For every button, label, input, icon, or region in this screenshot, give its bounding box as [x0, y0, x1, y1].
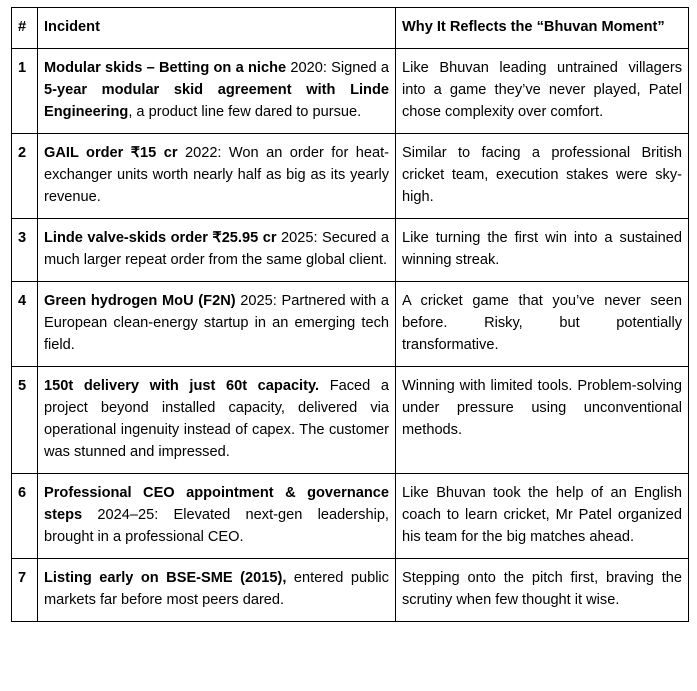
why-cell: Like Bhuvan leading untrained villagers into a game they’ve never played, Patel chose complexity over comfort. — [396, 49, 689, 134]
incidents-table — [11, 7, 689, 622]
table-row — [12, 282, 689, 367]
incident-cell — [38, 559, 396, 622]
header-incident: Incident — [38, 8, 396, 49]
row-number: 5 — [12, 367, 38, 474]
table-row — [12, 134, 689, 219]
incident-cell — [38, 134, 396, 219]
header-why: Why It Reflects the “Bhuvan Moment” — [396, 8, 689, 49]
table-header-row — [12, 8, 689, 49]
row-number: 6 — [12, 474, 38, 559]
row-number: 4 — [12, 282, 38, 367]
incident-text: 2022: Won an order for heat-exchanger units worth nearly half as big as its yearly revenue. — [44, 145, 389, 205]
why-cell: A cricket game that you’ve never seen before. Risky, but potentially transformative. — [396, 282, 689, 367]
incident-cell — [38, 219, 396, 282]
incident-text: 2025: Partnered with a European clean-energy startup in an emerging tech field. — [44, 293, 389, 353]
incident-text: entered public markets far before most peers dared. — [44, 570, 389, 608]
incident-title: Linde valve-skids order ₹25.95 cr — [44, 230, 277, 246]
why-cell: Similar to facing a professional British cricket team, execution stakes were sky-high. — [396, 134, 689, 219]
row-number: 1 — [12, 49, 38, 134]
incident-cell — [38, 367, 396, 474]
header-number: # — [12, 8, 38, 49]
table-row — [12, 367, 689, 474]
table-row — [12, 219, 689, 282]
incident-title: GAIL order ₹15 cr — [44, 145, 178, 161]
incident-title: 150t delivery with just 60t capacity. — [44, 378, 320, 394]
incident-text: 2025: Secured a much larger repeat order from the same global client. — [44, 230, 389, 268]
row-number: 3 — [12, 219, 38, 282]
why-cell: Like turning the first win into a sustained winning streak. — [396, 219, 689, 282]
incident-text: 2024–25: Elevated next-gen leadership, brought in a professional CEO. — [44, 507, 389, 545]
why-cell: Stepping onto the pitch first, braving the scrutiny when few thought it wise. — [396, 559, 689, 622]
incident-text: Faced a project beyond installed capacity, delivered via operational ingenuity instead of capex. The customer was stunned and impressed. — [44, 378, 389, 460]
incident-text: , a product line few dared to pursue. — [128, 104, 362, 120]
why-cell: Winning with limited tools. Problem-solving under pressure using unconventional methods. — [396, 367, 689, 474]
incident-cell — [38, 49, 396, 134]
incident-title: Professional CEO appointment & governance steps — [44, 485, 389, 523]
incident-highlight: 5-year modular skid agreement with Linde Engineering — [44, 82, 389, 120]
row-number: 7 — [12, 559, 38, 622]
table-row — [12, 49, 689, 134]
incident-cell — [38, 474, 396, 559]
incident-title: Green hydrogen MoU (F2N) — [44, 293, 236, 309]
table-row — [12, 559, 689, 622]
why-cell: Like Bhuvan took the help of an English coach to learn cricket, Mr Patel organized his team for the big matches ahead. — [396, 474, 689, 559]
incident-title: Listing early on BSE-SME (2015), — [44, 570, 287, 586]
incident-text: 2020: Signed a — [286, 60, 389, 76]
incident-title: Modular skids – Betting on a niche — [44, 60, 287, 76]
incident-cell — [38, 282, 396, 367]
row-number: 2 — [12, 134, 38, 219]
table-row — [12, 474, 689, 559]
